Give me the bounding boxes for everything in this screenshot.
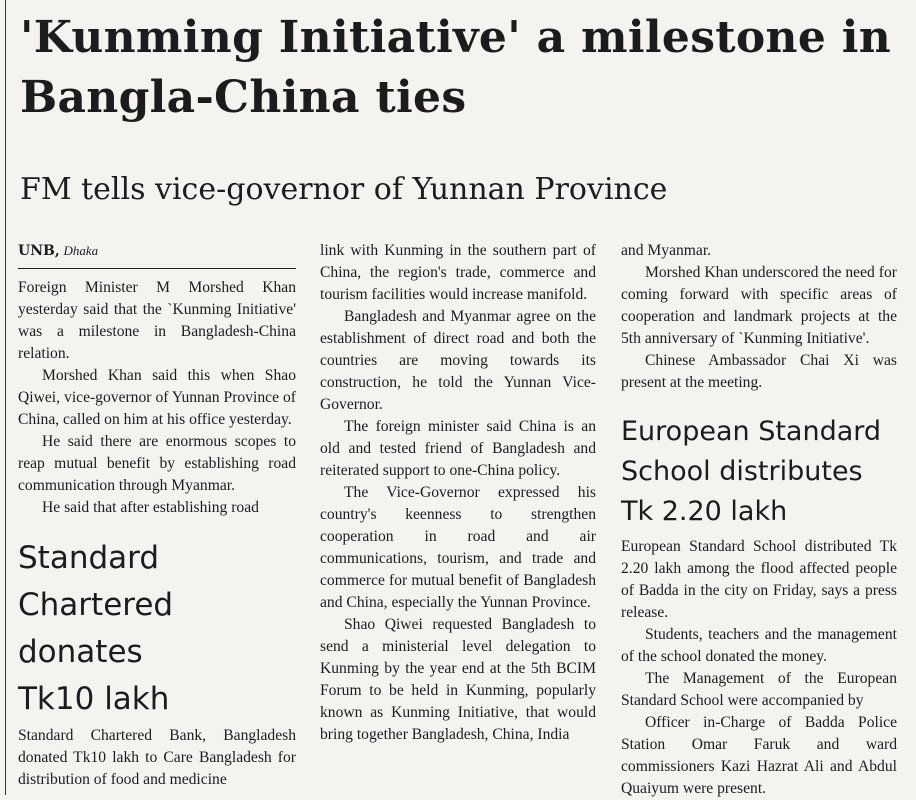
byline-source: UNB,	[18, 243, 60, 259]
article-paragraph: Morshed Khan said this when Shao Qiwei, vice-governor of Yunnan Province of China, called on him at his office yesterday.	[18, 367, 296, 428]
headline-line: Tk 2.20 lakh	[621, 496, 788, 527]
article-paragraph: Bangladesh and Myanmar agree on the establishment of direct road and both the countries are moving towards its construction, he told the Yunnan Vice-Governor.	[320, 308, 596, 413]
byline	[18, 240, 296, 269]
european-standard-paragraph: Officer in-Charge of Badda Police Station Omar Faruk and ward commissioners Kazi Hazrat Ali and Abdul Quaiyum were present.	[621, 714, 897, 797]
european-standard-paragraph: The Management of the European Standard School were accompanied by	[621, 670, 897, 709]
article-paragraph: Morshed Khan underscored the need for coming forward with specific areas of cooperation and landmark projects at the 5th anniversary of `Kunming Initiative'.	[621, 264, 897, 347]
main-subheadline: FM tells vice-governor of Yunnan Province	[20, 172, 668, 207]
article-paragraph: and Myanmar.	[621, 242, 712, 259]
article-paragraph: Foreign Minister M Morshed Khan yesterday said that the `Kunming Initiative' was a milestone in Bangladesh-China relation.	[18, 279, 296, 362]
article-paragraph: The foreign minister said China is an old and tested friend of Bangladesh and reiterated support to one-China policy.	[320, 418, 596, 479]
headline-line: School distributes	[621, 456, 863, 487]
headline-line: Standard	[18, 540, 160, 576]
column-1	[18, 240, 296, 791]
headline-line: Chartered	[18, 587, 174, 623]
headline-line: Tk10 lakh	[18, 681, 170, 717]
headline-line: European Standard	[621, 416, 882, 447]
european-standard-headline	[621, 412, 897, 532]
article-paragraph: Chinese Ambassador Chai Xi was present at the meeting.	[621, 352, 897, 391]
article-paragraph: He said that after establishing road	[42, 499, 259, 516]
european-standard-paragraph: Students, teachers and the management of the school donated the money.	[621, 626, 897, 665]
column-2	[320, 240, 596, 746]
column-3	[621, 240, 897, 800]
article-paragraph: link with Kunming in the southern part of China, the region's trade, commerce and tourism facilities would increase manifold.	[320, 242, 596, 303]
byline-place: Dhaka	[63, 243, 99, 258]
main-headline: 'Kunming Initiative' a milestone in Bangla-China ties	[20, 12, 892, 123]
standard-chartered-body: Standard Chartered Bank, Bangladesh donated Tk10 lakh to Care Bangladesh for distribution of food and medicine	[18, 727, 296, 788]
headline-line: donates	[18, 634, 143, 670]
article-paragraph: The Vice-Governor expressed his country's keenness to strengthen cooperation in road and air communications, tourism, and trade and commerce for mutual benefit of Bangladesh and China, especially the Yunnan Province.	[320, 484, 596, 611]
article-paragraph: Shao Qiwei requested Bangladesh to send a ministerial level delegation to Kunming by the year end at the 5th BCIM Forum to be held in Kunming, popularly known as Kunming Initiative, that would bring together Bangladesh, China, India	[320, 616, 596, 743]
left-column-rule	[5, 0, 6, 795]
european-standard-paragraph: European Standard School distributed Tk 2.20 lakh among the flood affected people of Badda in the city on Friday, says a press release.	[621, 538, 897, 621]
standard-chartered-headline	[18, 535, 296, 723]
article-paragraph: He said there are enormous scopes to reap mutual benefit by establishing road communication through Myanmar.	[18, 433, 296, 494]
